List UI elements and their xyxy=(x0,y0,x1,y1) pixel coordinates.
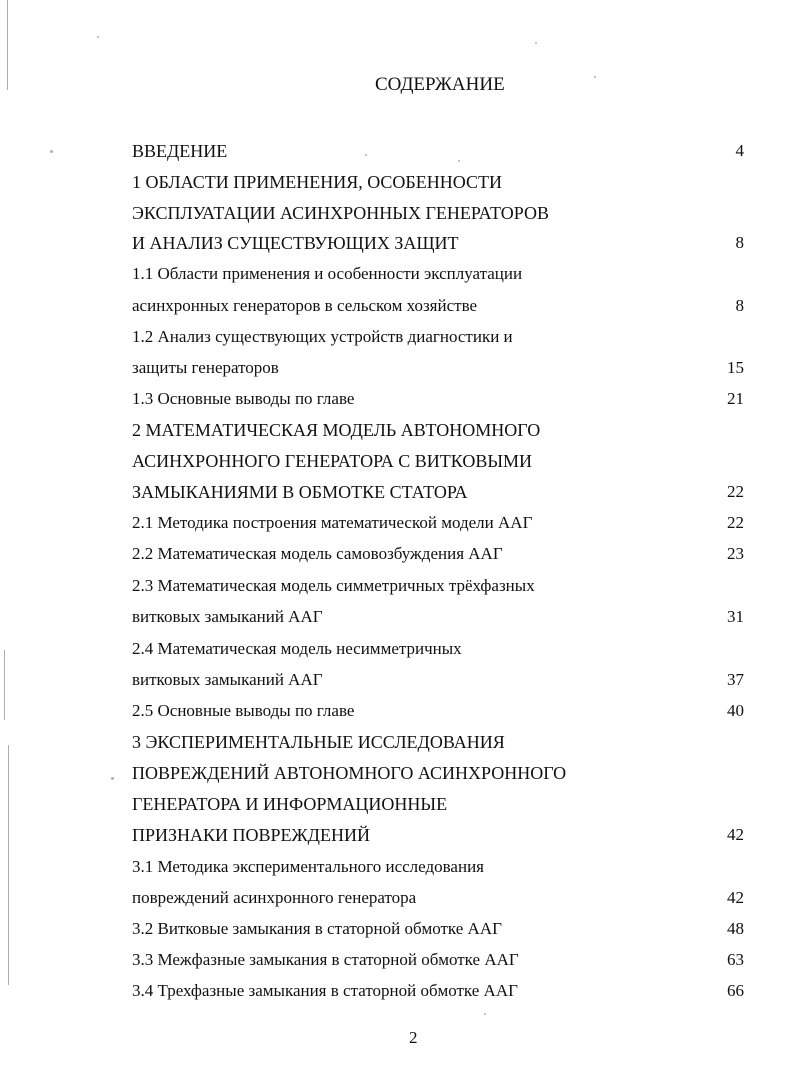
toc-entry-text: 2.5 Основные выводы по главе xyxy=(132,701,355,720)
toc-entry-text: ГЕНЕРАТОРА И ИНФОРМАЦИОННЫЕ xyxy=(132,794,448,814)
toc-row xyxy=(132,137,744,165)
toc-row xyxy=(132,323,744,351)
toc-row xyxy=(132,168,744,196)
toc-row xyxy=(132,603,744,631)
toc-row xyxy=(132,572,744,600)
toc-entry-text: 3.4 Трехфазные замыкания в статорной обмотке ААГ xyxy=(132,981,518,1000)
toc-row xyxy=(132,292,744,320)
toc-entry-page: 8 xyxy=(735,233,744,252)
toc-row xyxy=(132,229,744,257)
toc-entry-text: И АНАЛИЗ СУЩЕСТВУЮЩИХ ЗАЩИТ xyxy=(132,233,459,253)
scan-edge-mark xyxy=(7,0,8,90)
toc-row xyxy=(132,759,744,787)
toc-entry-text: 1 ОБЛАСТИ ПРИМЕНЕНИЯ, ОСОБЕННОСТИ xyxy=(132,172,502,192)
toc-row xyxy=(132,790,744,818)
toc-row xyxy=(132,447,744,475)
scan-edge-mark xyxy=(4,650,5,720)
toc-entry-page: 63 xyxy=(727,950,744,969)
toc-entry-page: 48 xyxy=(727,919,744,938)
toc-entry-page: 42 xyxy=(727,888,744,907)
toc-entry-text: 3.2 Витковые замыкания в статорной обмотке ААГ xyxy=(132,919,502,938)
toc-entry-text: 3.3 Межфазные замыкания в статорной обмотке ААГ xyxy=(132,950,519,969)
toc-entry-page: 8 xyxy=(735,296,744,315)
toc-row xyxy=(132,821,744,849)
toc-row xyxy=(132,635,744,663)
toc-entry-text: 1.1 Области применения и особенности эксплуатации xyxy=(132,264,523,283)
toc-entry-text: защиты генераторов xyxy=(132,358,279,377)
toc-row xyxy=(132,199,744,227)
toc-entry-text: ПОВРЕЖДЕНИЙ АВТОНОМНОГО АСИНХРОННОГО xyxy=(132,763,567,783)
scan-speck xyxy=(484,1013,486,1015)
toc-entry-text: 2.2 Математическая модель самовозбуждения ААГ xyxy=(132,544,503,563)
scan-speck xyxy=(535,42,537,44)
toc-entry-text: 2.3 Математическая модель симметричных трёхфазных xyxy=(132,576,535,595)
toc-row xyxy=(132,853,744,881)
toc-entry-text: асинхронных генераторов в сельском хозяйстве xyxy=(132,296,478,315)
toc-row xyxy=(132,946,744,974)
toc-row xyxy=(132,354,744,382)
toc-row xyxy=(132,884,744,912)
toc-entry-text: витковых замыканий ААГ xyxy=(132,670,323,689)
page-title: СОДЕРЖАНИЕ xyxy=(375,74,505,95)
toc-entry-page: 21 xyxy=(727,389,744,408)
toc-row xyxy=(132,540,744,568)
toc-row xyxy=(132,666,744,694)
toc-entry-text: ЗАМЫКАНИЯМИ В ОБМОТКЕ СТАТОРА xyxy=(132,482,468,502)
toc-entry-text: 2 МАТЕМАТИЧЕСКАЯ МОДЕЛЬ АВТОНОМНОГО xyxy=(132,420,541,440)
toc-entry-page: 37 xyxy=(727,670,744,689)
toc-entry-text: ПРИЗНАКИ ПОВРЕЖДЕНИЙ xyxy=(132,825,370,845)
scan-speck xyxy=(458,160,460,162)
toc-entry-page: 40 xyxy=(727,701,744,720)
toc-row xyxy=(132,697,744,725)
toc-entry-page: 66 xyxy=(727,981,744,1000)
scan-edge-mark xyxy=(8,745,9,985)
scan-speck xyxy=(111,777,114,780)
toc-entry-page: 23 xyxy=(727,544,744,563)
scan-speck xyxy=(594,76,596,78)
toc-entry-text: 2.1 Методика построения математической модели ААГ xyxy=(132,513,533,532)
toc-entry-page: 22 xyxy=(727,513,744,532)
toc-entry-page: 22 xyxy=(727,482,744,501)
toc-row xyxy=(132,416,744,444)
toc-row xyxy=(132,509,744,537)
toc-entry-page: 42 xyxy=(727,825,744,844)
toc-entry-page: 15 xyxy=(727,358,744,377)
toc-entry-text: 1.3 Основные выводы по главе xyxy=(132,389,355,408)
toc-entry-page: 4 xyxy=(735,141,744,160)
toc-entry-text: витковых замыканий ААГ xyxy=(132,607,323,626)
scan-speck xyxy=(50,150,53,153)
toc-entry-text: 3 ЭКСПЕРИМЕНТАЛЬНЫЕ ИССЛЕДОВАНИЯ xyxy=(132,732,505,752)
toc-row xyxy=(132,478,744,506)
toc-row xyxy=(132,977,744,1005)
scan-speck xyxy=(365,154,367,156)
toc-entry-text: 1.2 Анализ существующих устройств диагностики и xyxy=(132,327,513,346)
toc-entry-text: повреждений асинхронного генератора xyxy=(132,888,417,907)
scan-speck xyxy=(97,36,99,38)
toc-row xyxy=(132,728,744,756)
toc-entry-text: ЭКСПЛУАТАЦИИ АСИНХРОННЫХ ГЕНЕРАТОРОВ xyxy=(132,203,550,223)
toc-entry-text: 2.4 Математическая модель несимметричных xyxy=(132,639,462,658)
toc-entry-text: 3.1 Методика экспериментального исследования xyxy=(132,857,484,876)
toc-entry-text: АСИНХРОННОГО ГЕНЕРАТОРА С ВИТКОВЫМИ xyxy=(132,451,533,471)
page-number: 2 xyxy=(409,1028,418,1047)
toc-row xyxy=(132,915,744,943)
toc-row xyxy=(132,260,744,288)
toc-row xyxy=(132,385,744,413)
toc-entry-text: ВВЕДЕНИЕ xyxy=(132,141,228,161)
toc-entry-page: 31 xyxy=(727,607,744,626)
